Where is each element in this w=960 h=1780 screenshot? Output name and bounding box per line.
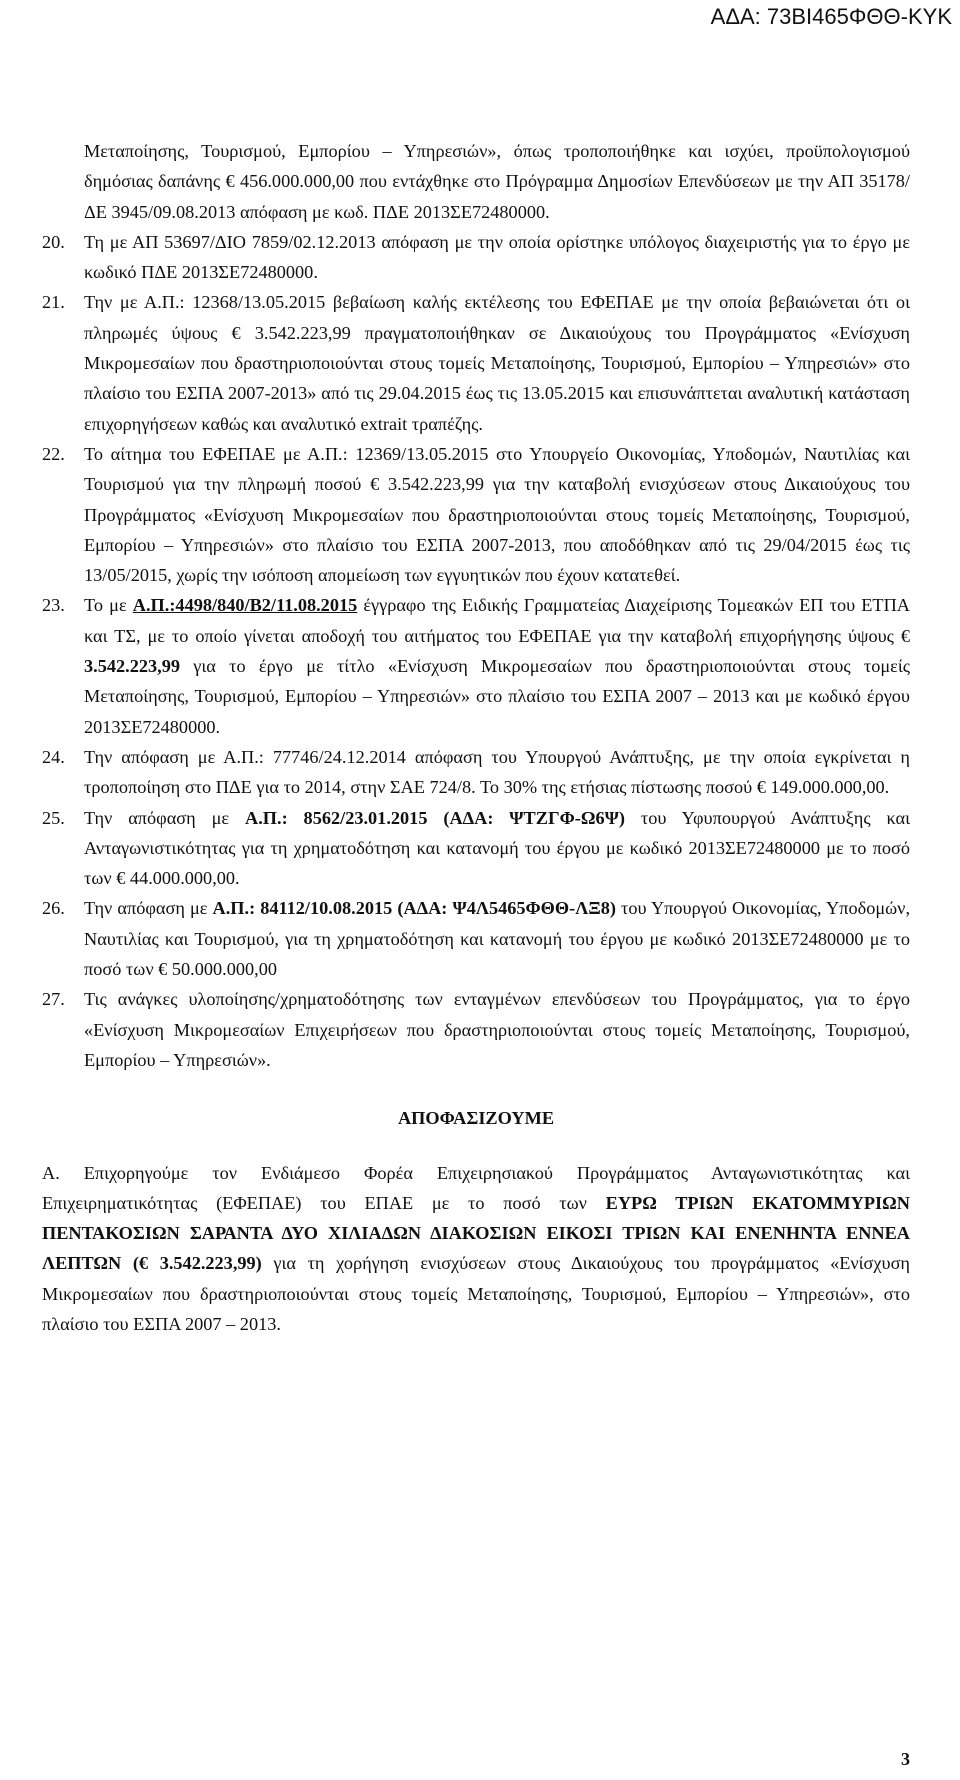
- item-number: 27.: [42, 989, 65, 1010]
- decision-text-part: για τη χορήγηση ενισχύσεων στους Δικαιούχους του προγράμματος «Ενίσχυση Μικρομεσαίων που δραστηριοποιούνται στους τομείς Μεταποίησης, Τουρισμού, Εμπορίου – Υπηρεσιών», στο πλαίσιο του ΕΣΠΑ 2007 – 2013.: [42, 1253, 910, 1334]
- item-number: 20.: [42, 231, 65, 252]
- item-text-part: του Υπουργού Οικονομίας, Υποδομών, Ναυτιλίας και Τουρισμού, για τη χρηματοδότηση και κατανομή του έργου με κωδικό 2013ΣΕ72480000 με το ποσό των € 50.000.000,00: [84, 898, 911, 980]
- item-text: Τη με ΑΠ 53697/ΔΙΟ 7859/02.12.2013 απόφαση με την οποία ορίστηκε υπόλογος διαχειριστής για το έργο με κωδικό ΠΔΕ 2013ΣΕ72480000.: [84, 231, 910, 283]
- item-number: 26.: [42, 898, 65, 919]
- list-item-21: [42, 287, 910, 438]
- item-text: Την με Α.Π.: 12368/13.05.2015 βεβαίωση καλής εκτέλεσης του ΕΦΕΠΑΕ με την οποία βεβαιώνεται ότι οι πληρωμές ύψους € 3.542.223,99 πραγματοποιήθηκαν σε Δικαιούχους του Προγράμματος «Ενίσχυση Μικρομεσαίων που δραστηριοποιούνται στους τομείς Μεταποίησης, Τουρισμού, Εμπορίου – Υπηρεσιών» στο πλαίσιο του ΕΣΠΑ 2007-2013» από τις 29.04.2015 έως τις 13.05.2015 και επισυνάπτεται αναλυτική κατάσταση επιχορηγήσεων καθώς και αναλυτικό extrait τραπέζης.: [84, 292, 910, 434]
- item-number: 23.: [42, 595, 65, 616]
- list-item-22: [42, 439, 910, 590]
- reference-number: Α.Π.:4498/840/Β2/11.08.2015: [132, 595, 358, 616]
- item-text: Τις ανάγκες υλοποίησης/χρηματοδότησης των ενταγμένων επενδύσεων του Προγράμματος, για το έργο «Ενίσχυση Μικρομεσαίων Επιχειρήσεων που δραστηριοποιούνται στους τομείς Μεταποίησης, Τουρισμού, Εμπορίου – Υπηρεσιών».: [84, 989, 910, 1070]
- list-item-27: [42, 984, 910, 1075]
- item-text: [84, 590, 910, 741]
- list-item-25: [42, 803, 910, 894]
- list-item-23: [42, 590, 910, 741]
- page-number: 3: [901, 1749, 910, 1769]
- item-text-part: Την απόφαση με: [84, 898, 213, 919]
- item-number: 21.: [42, 292, 65, 313]
- list-item-26: [42, 893, 910, 984]
- item-text: Την απόφαση με Α.Π.: 77746/24.12.2014 απόφαση του Υπουργού Ανάπτυξης, με την οποία εγκρίνεται η τροποποίηση στο ΠΔΕ για το 2014, στην ΣΑΕ 724/8. Το 30% της ετήσιας πίστωσης ποσού € 149.000.000,00.: [84, 746, 910, 798]
- decision-reference: Α.Π.: 84112/10.08.2015 (ΑΔΑ: Ψ4Λ5465ΦΘΘ-ΛΞ8): [212, 898, 616, 919]
- item-number: 22.: [42, 443, 65, 464]
- item-text: [84, 893, 910, 984]
- decision-text-part: Α. Επιχορηγούμε τον Ενδιάμεσο Φορέα Επιχειρησιακού Προγράμματος Ανταγωνιστικότητας και Επιχειρηματικότητας (ΕΦΕΠΑΕ) του ΕΠΑΕ με το ποσό των: [42, 1162, 910, 1213]
- list-item-24: [42, 742, 910, 803]
- ada-header: ΑΔΑ: 73ΒΙ465ΦΘΘ-ΚΥΚ: [710, 4, 952, 29]
- item-text: [84, 803, 910, 894]
- continuation-paragraph: Μεταποίησης, Τουρισμού, Εμπορίου – Υπηρεσιών», όπως τροποποιήθηκε και ισχύει, προϋπολογισμού δημόσιας δαπάνης € 456.000.000,00 που εντάχθηκε στο Πρόγραμμα Δημοσίων Επενδύσεων με την ΑΠ 35178/ΔΕ 3945/09.08.2013 απόφαση με κωδ. ΠΔΕ 2013ΣΕ72480000.: [84, 141, 910, 222]
- item-text-part: Την απόφαση με: [84, 807, 245, 828]
- item-number: 24.: [42, 746, 65, 767]
- item-text-part: για το έργο με τίτλο «Ενίσχυση Μικρομεσαίων που δραστηριοποιούνται στους τομείς Μεταποίησης, Τουρισμού, Εμπορίου – Υπηρεσιών» στο πλαίσιο του ΕΣΠΑ 2007 – 2013 και με κωδικό έργου 2013ΣΕ72480000.: [84, 656, 910, 737]
- list-item-20: [42, 227, 910, 288]
- decision-paragraph: [42, 1158, 910, 1340]
- decision-reference: Α.Π.: 8562/23.01.2015 (ΑΔΑ: ΨΤΖΓΦ-Ω6Ψ): [245, 807, 625, 828]
- item-text-part: έγγραφο της Ειδικής Γραμματείας Διαχείρισης Τομεακών ΕΠ του ΕΤΠΑ και ΤΣ, με το οποίο γίνεται αποδοχή του αιτήματος του ΕΦΕΠΑΕ για την καταβολή επιχορήγησης ύψους €: [84, 595, 910, 646]
- item-text-part: Το με: [84, 595, 133, 616]
- document-body: [42, 136, 910, 1339]
- amount-in-words: ΕΥΡΩ ΤΡΙΩΝ ΕΚΑΤΟΜΜΥΡΙΩΝ ΠΕΝΤΑΚΟΣΙΩΝ ΣΑΡΑΝΤΑ ΔΥΟ ΧΙΛΙΑΔΩΝ ΔΙΑΚΟΣΙΩΝ ΕΙΚΟΣΙ ΤΡΙΩΝ ΚΑΙ ΕΝΕΝΗΝΤΑ ΕΝΝΕΑ ΛΕΠΤΩΝ (€ 3.542.223,99): [42, 1192, 910, 1274]
- item-text-part: του Υφυπουργού Ανάπτυξης και Ανταγωνιστικότητας για τη χρηματοδότηση και κατανομή του έργου με κωδικό 2013ΣΕ72480000 με το ποσό των € 44.000.000,00.: [84, 807, 911, 889]
- amount: 3.542.223,99: [84, 656, 180, 677]
- section-title: ΑΠΟΦΑΣΙΖΟΥΜΕ: [397, 1108, 555, 1129]
- item-number: 25.: [42, 807, 65, 828]
- item-text: Το αίτημα του ΕΦΕΠΑΕ με Α.Π.: 12369/13.05.2015 στο Υπουργείο Οικονομίας, Υποδομών, Ναυτιλίας και Τουρισμού για την πληρωμή ποσού € 3.542.223,99 για την καταβολή ενισχύσεων στους Δικαιούχους του Προγράμματος «Ενίσχυση Μικρομεσαίων που δραστηριοποιούνται στους τομείς Μεταποίησης, Τουρισμού, Εμπορίου – Υπηρεσιών» στο πλαίσιο του ΕΣΠΑ 2007-2013, που αποδόθηκαν από τις 29/04/2015 έως τις 13/05/2015, χωρίς την ισόποση απομείωση των εγγυητικών που έχουν κατατεθεί.: [84, 443, 910, 586]
